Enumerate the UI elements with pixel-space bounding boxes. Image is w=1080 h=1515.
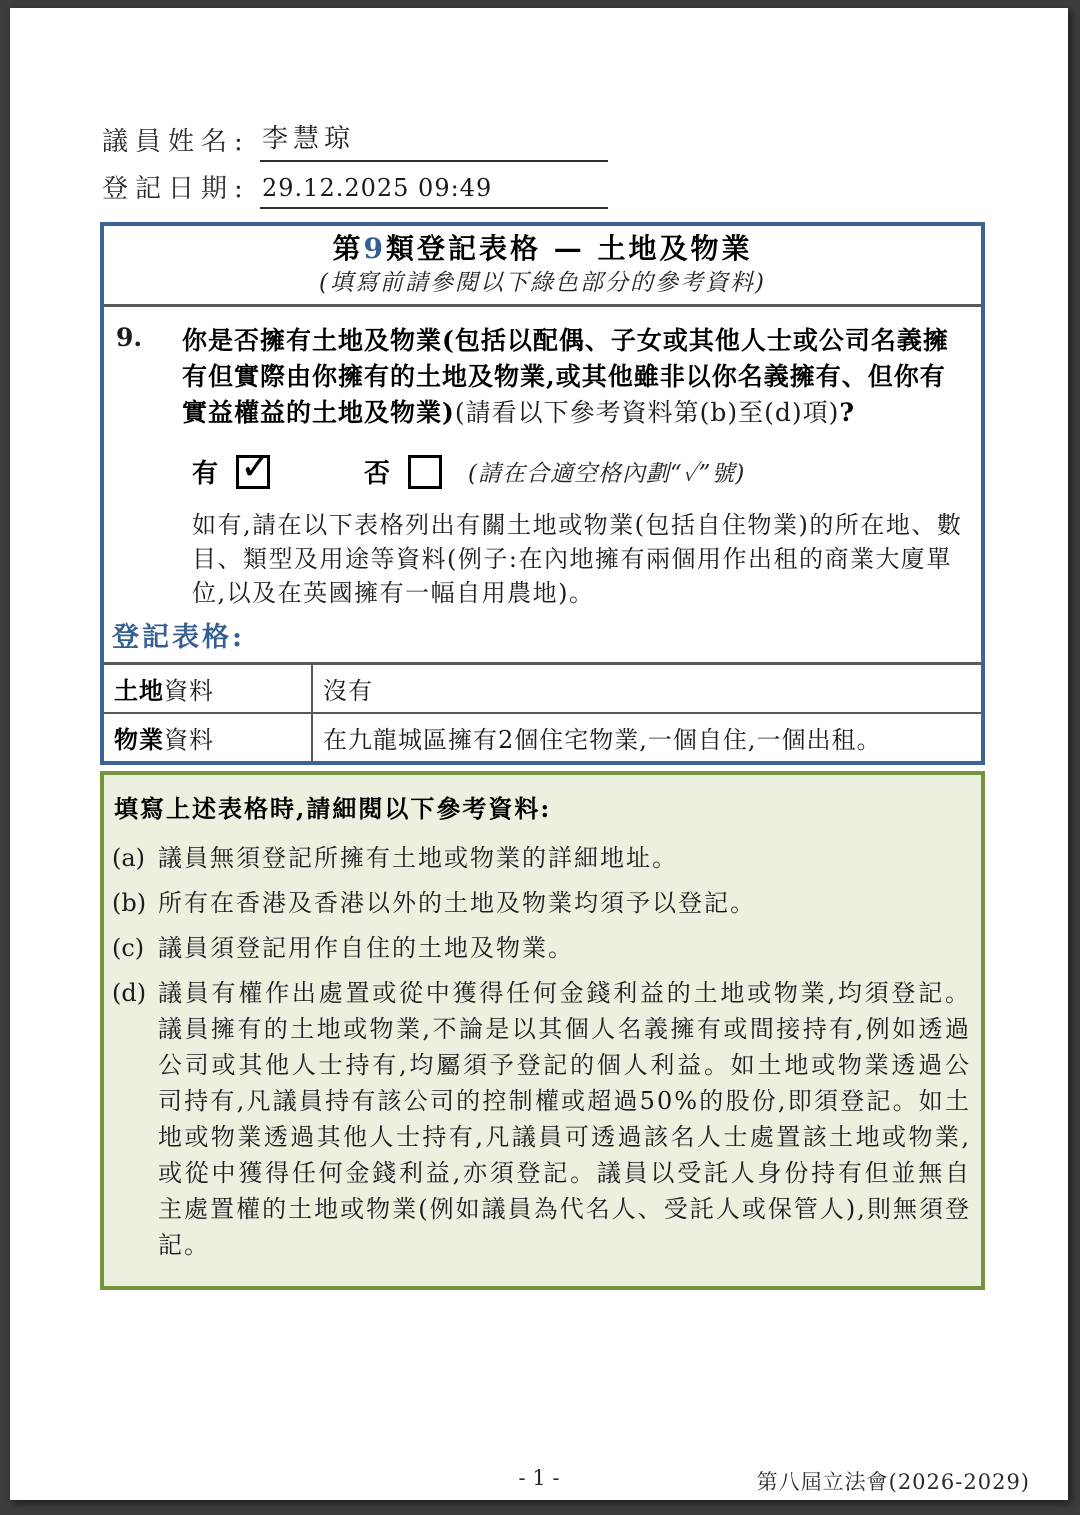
reference-item-c bbox=[112, 930, 971, 966]
property-label-bold: 物業 bbox=[114, 725, 164, 754]
form-title-number: 9 bbox=[363, 232, 386, 265]
document-page bbox=[10, 8, 1068, 1500]
category9-form-box bbox=[100, 222, 985, 765]
title-separator bbox=[104, 304, 981, 307]
member-name-row bbox=[102, 118, 608, 162]
property-label-cell bbox=[104, 713, 312, 761]
reference-item-d-label: (d) bbox=[112, 979, 147, 1007]
question-main-text: 你是否擁有土地及物業(包括以配偶、子女或其他人士或公司名義擁有但實際由你擁有的土地及物業,或其他雖非以你名義擁有、但你有實益權益的土地及物業) bbox=[182, 326, 949, 427]
no-label: 否 bbox=[364, 459, 391, 489]
table-row-land bbox=[104, 664, 981, 714]
registration-date-field: 29.12.2025 09:49 bbox=[260, 174, 608, 209]
member-name-field: 李慧琼 bbox=[260, 118, 608, 162]
reference-item-b-label: (b) bbox=[112, 889, 147, 917]
reference-item-b bbox=[112, 885, 971, 921]
member-name-label: 議員姓名: bbox=[102, 127, 250, 157]
reference-item-c-text: 議員須登記用作自住的土地及物業。 bbox=[158, 934, 574, 962]
answer-row bbox=[192, 443, 981, 490]
legco-term-label: 第八屆立法會(2026-2029) bbox=[756, 1470, 1030, 1494]
property-value-cell: 在九龍城區擁有2個住宅物業,一個自住,一個出租。 bbox=[323, 726, 882, 754]
fill-instruction: 如有,請在以下表格列出有關土地或物業(包括自住物業)的所在地、數目、類型及用途等資料(例子:在內地擁有兩個用作出租的商業大廈單位,以及在英國擁有一幅自用農地)。 bbox=[192, 511, 963, 607]
register-table bbox=[104, 662, 981, 761]
question-mark: ? bbox=[839, 398, 856, 427]
form-title-suffix: 類登記表格 — 土地及物業 bbox=[386, 232, 753, 265]
reference-item-d bbox=[112, 975, 971, 1263]
check-icon: ✓ bbox=[240, 443, 272, 488]
document-header bbox=[102, 118, 608, 215]
reference-item-a bbox=[112, 840, 971, 876]
question-text bbox=[182, 323, 958, 431]
yes-checkbox[interactable] bbox=[236, 443, 272, 489]
question-9 bbox=[104, 323, 981, 431]
register-table-heading: 登記表格: bbox=[112, 622, 245, 653]
reference-item-c-label: (c) bbox=[112, 934, 145, 962]
reference-item-d-text: 議員有權作出處置或從中獲得任何金錢利益的土地或物業,均須登記。議員擁有的土地或物業,不論是以其個人名義擁有或間接持有,例如透過公司或其他人士持有,均屬須予登記的個人利益。如土地或物業透過公司持有,凡議員持有該公司的控制權或超過50%的股份,即須登記。如土地或物業透過其他人士持有,凡議員可透過該名人士處置該土地或物業,或從中獲得任何金錢利益,亦須登記。議員以受託人身份持有但並無自主處置權的土地或物業(例如議員為代名人、受託人或保管人),則無須登記。 bbox=[158, 979, 971, 1259]
question-number: 9. bbox=[116, 323, 143, 352]
registration-date-label: 登記日期: bbox=[102, 174, 250, 204]
form-title bbox=[104, 232, 981, 266]
yes-label: 有 bbox=[192, 459, 219, 489]
reference-box bbox=[100, 771, 985, 1290]
land-label-bold: 土地 bbox=[114, 676, 164, 705]
land-label-rest: 資料 bbox=[164, 677, 214, 705]
reference-item-b-text: 所有在香港及香港以外的土地及物業均須予以登記。 bbox=[158, 889, 756, 917]
reference-item-a-text: 議員無須登記所擁有土地或物業的詳細地址。 bbox=[158, 844, 678, 872]
registration-date-row bbox=[102, 168, 608, 209]
reference-heading: 填寫上述表格時,請細閱以下參考資料: bbox=[114, 794, 552, 823]
form-subtitle: (填寫前請參閱以下綠色部分的參考資料) bbox=[319, 270, 766, 296]
page-number: - 1 - bbox=[518, 1466, 560, 1490]
property-label-rest: 資料 bbox=[164, 726, 214, 754]
land-label-cell bbox=[104, 664, 312, 714]
land-value-cell: 沒有 bbox=[312, 664, 981, 714]
question-reference-note: (請看以下參考資料第(b)至(d)項) bbox=[454, 398, 840, 427]
tick-hint: (請在合適空格內劃“✓”號) bbox=[468, 461, 746, 487]
no-checkbox[interactable] bbox=[408, 455, 442, 489]
table-row-property bbox=[104, 713, 981, 761]
form-title-prefix: 第 bbox=[332, 232, 364, 265]
reference-item-a-label: (a) bbox=[112, 844, 146, 872]
main-content bbox=[100, 222, 985, 1290]
